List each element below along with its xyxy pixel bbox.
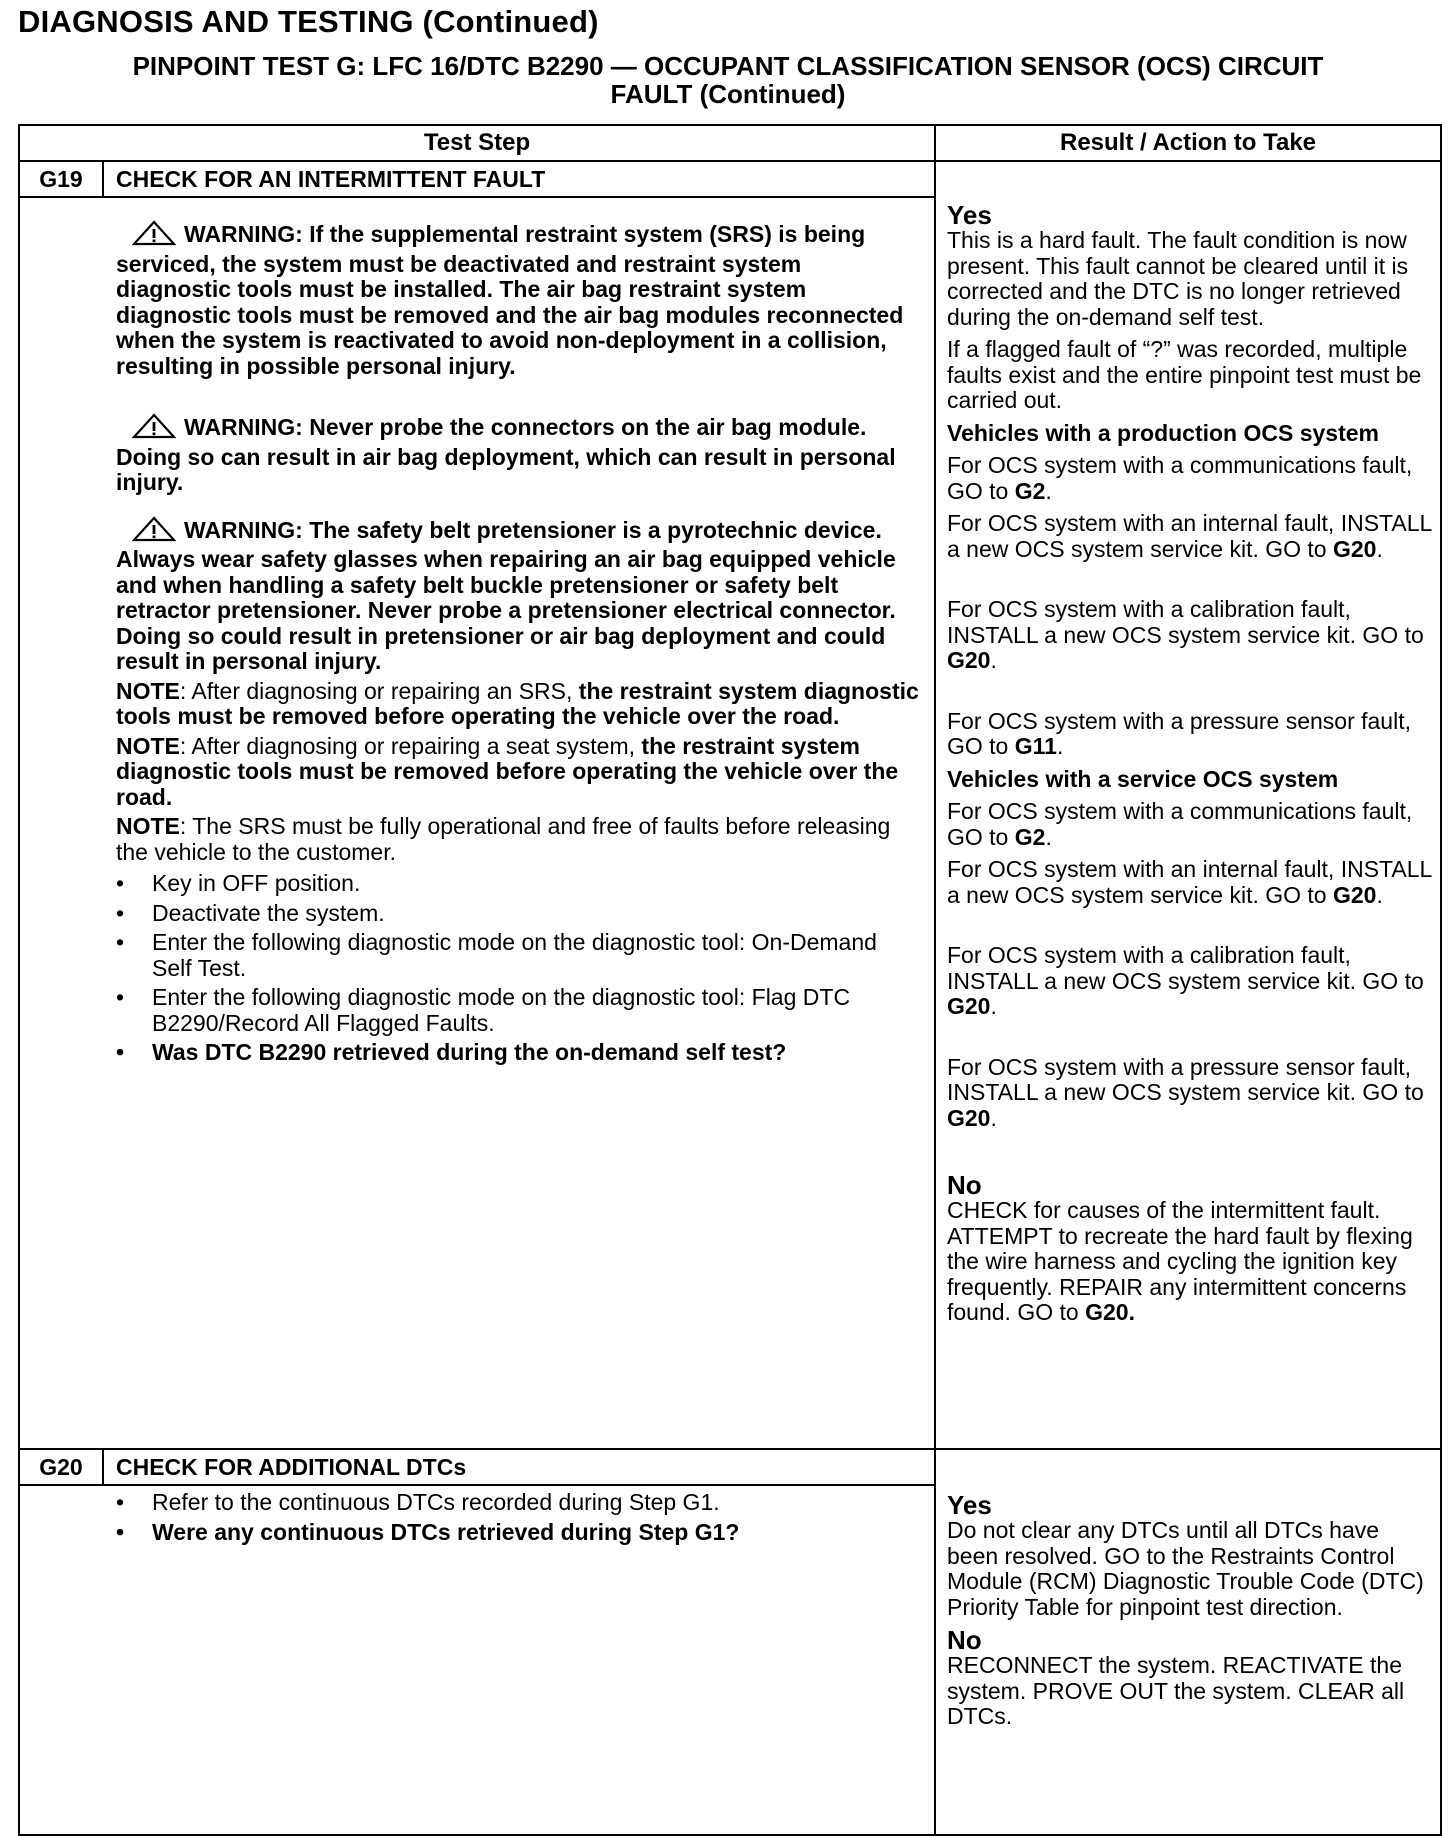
result-yes-label: Yes xyxy=(947,200,992,230)
g20-step-list xyxy=(116,1490,922,1545)
list-item xyxy=(116,985,922,1036)
go-link-g11[interactable]: G11 xyxy=(1014,733,1057,759)
step-title-g19: CHECK FOR AN INTERMITTENT FAULT xyxy=(103,161,935,197)
note-srs xyxy=(116,679,922,730)
result-g20 xyxy=(935,1449,1441,1835)
result-no-text: RECONNECT the system. REACTIVATE the system. PROVE OUT the system. CLEAR all DTCs. xyxy=(947,1652,1405,1729)
list-item xyxy=(116,871,922,897)
production-internal-fault: For OCS system with an internal fault, INSTALL a new OCS system service kit. GO to G20. xyxy=(947,510,1432,562)
warning-probe-text: WARNING: Never probe the connectors on the air bag module. Doing so can result in air bag deployment, which can result in personal injury. xyxy=(116,414,896,495)
note-operational-plain: : The SRS must be fully operational and free of faults before releasing the vehicle to the customer. xyxy=(116,813,891,865)
table-header-row xyxy=(19,125,1441,161)
bullet: • xyxy=(116,870,125,896)
step-text: Deactivate the system. xyxy=(152,899,385,926)
service-internal-text: For OCS system with an internal fault, INSTALL a new OCS system service kit. GO to xyxy=(947,856,1432,908)
go-link-g20[interactable]: G20 xyxy=(947,1104,991,1131)
result-yes-text: Do not clear any DTCs until all DTCs have been resolved. GO to the Restraints Control Module (RCM) Diagnostic Trouble Code (DTC) Priority Table for pinpoint test direction. xyxy=(947,1517,1424,1620)
g19-step-list xyxy=(116,871,922,1066)
col-header-result: Result / Action to Take xyxy=(935,125,1441,161)
warning-srs-text: WARNING: If the supplemental restraint system (SRS) is being serviced, the system must be deactivated and restraint system diagnostic tools must be installed. The air bag restraint system diagnostic tools must be removed and the air bag modules reconnected when the system is reactivated to avoid non-deployment in a collision, resulting in possible personal injury. xyxy=(116,221,904,379)
step-id-g20: G20 xyxy=(19,1449,103,1485)
production-comm-fault: For OCS system with a communications fault, GO to G2. xyxy=(947,452,1413,504)
result-yes-label: Yes xyxy=(947,1490,992,1520)
service-calibration-fault: For OCS system with a calibration fault, INSTALL a new OCS system service kit. GO to G20. xyxy=(947,942,1424,1019)
result-g19 xyxy=(935,161,1441,1449)
list-item xyxy=(116,1040,922,1066)
step-text: Enter the following diagnostic mode on the diagnostic tool: Flag DTC B2290/Record All Flagged Faults. xyxy=(152,984,851,1036)
step-body-g20 xyxy=(19,1485,935,1835)
production-calibration-text: For OCS system with a calibration fault, INSTALL a new OCS system service kit. GO to xyxy=(947,596,1424,648)
step-g19-title-row xyxy=(19,161,1441,197)
note-seat xyxy=(116,734,922,811)
production-internal-text: For OCS system with an internal fault, INSTALL a new OCS system service kit. GO to xyxy=(947,510,1432,562)
note-srs-plain: : After diagnosing or repairing an SRS, xyxy=(179,677,579,704)
result-yes-text-2: If a flagged fault of “?” was recorded, multiple faults exist and the entire pinpoint test must be carried out. xyxy=(947,336,1422,413)
subtitle-line-2: FAULT (Continued) xyxy=(610,79,846,109)
step-body-g19 xyxy=(19,197,935,1449)
note-seat-plain: : After diagnosing or repairing a seat system, xyxy=(179,732,642,759)
note-label: NOTE xyxy=(116,732,180,759)
service-pressure-text: For OCS system with a pressure sensor fault, INSTALL a new OCS system service kit. GO to xyxy=(947,1053,1424,1105)
col-header-test-step: Test Step xyxy=(19,125,935,161)
production-comm-text: For OCS system with a communications fault, GO to xyxy=(947,452,1413,504)
note-operational xyxy=(116,814,922,865)
bullet: • xyxy=(116,929,125,955)
bullet: • xyxy=(116,899,125,926)
note-srs-bold: the restraint system diagnostic tools must be removed before operating the vehicle over the road. xyxy=(116,677,919,729)
step-title-g20: CHECK FOR ADDITIONAL DTCs xyxy=(103,1449,935,1485)
bullet: • xyxy=(116,1039,125,1065)
service-comm-fault: For OCS system with a communications fault, GO to G2. xyxy=(947,798,1413,850)
step-text: Key in OFF position. xyxy=(152,870,361,896)
service-pressure-fault: For OCS system with a pressure sensor fault, INSTALL a new OCS system service kit. GO to G20. xyxy=(947,1053,1424,1131)
service-internal-fault: For OCS system with an internal fault, INSTALL a new OCS system service kit. GO to G20. xyxy=(947,856,1432,908)
go-link-g20[interactable]: G20 xyxy=(1333,535,1377,562)
warning-triangle-icon xyxy=(132,220,176,252)
note-label: NOTE xyxy=(116,677,180,704)
pinpoint-test-title xyxy=(0,52,1456,108)
bullet: • xyxy=(116,984,125,1010)
production-ocs-heading: Vehicles with a production OCS system xyxy=(947,419,1380,446)
go-link-g20[interactable]: G20 xyxy=(947,993,991,1019)
service-calibration-text: For OCS system with a calibration fault, INSTALL a new OCS system service kit. GO to xyxy=(947,942,1424,994)
warning-pretensioner xyxy=(116,516,922,675)
step-question: Was DTC B2290 retrieved during the on-demand self test? xyxy=(152,1039,787,1065)
result-no-label: No xyxy=(947,1170,982,1200)
go-link-g20[interactable]: G20 xyxy=(1085,1299,1129,1325)
warning-triangle-icon xyxy=(132,413,176,445)
list-item xyxy=(116,901,922,927)
production-calibration-fault: For OCS system with a calibration fault, INSTALL a new OCS system service kit. GO to G20. xyxy=(947,596,1424,673)
result-no-label: No xyxy=(947,1625,982,1655)
step-id-g19: G19 xyxy=(19,161,103,197)
note-label: NOTE xyxy=(116,813,180,839)
list-item xyxy=(116,1520,922,1546)
bullet: • xyxy=(116,1518,125,1545)
pinpoint-test-table xyxy=(18,124,1442,1836)
warning-triangle-icon xyxy=(132,516,176,548)
list-item xyxy=(116,930,922,981)
list-item xyxy=(116,1490,922,1516)
production-pressure-text: For OCS system with a pressure sensor fault, GO to xyxy=(947,707,1411,759)
step-question: Were any continuous DTCs retrieved during Step G1? xyxy=(152,1518,740,1545)
go-link-g20[interactable]: G20 xyxy=(1333,881,1377,908)
result-no-text: CHECK for causes of the intermittent fault. ATTEMPT to recreate the hard fault by flexing the wire harness and cycling the ignition key frequently. REPAIR any intermittent concerns found. GO to G20. xyxy=(947,1197,1413,1325)
warning-srs xyxy=(116,220,922,379)
step-text: Refer to the continuous DTCs recorded during Step G1. xyxy=(152,1489,720,1515)
note-seat-bold: the restraint system diagnostic tools must be removed before operating the vehicle over the road. xyxy=(116,732,899,810)
go-link-g2[interactable]: G2 xyxy=(1014,823,1046,850)
step-text: Enter the following diagnostic mode on the diagnostic tool: On-Demand Self Test. xyxy=(152,929,877,981)
production-pressure-fault: For OCS system with a pressure sensor fault, GO to G11. xyxy=(947,707,1411,759)
step-g20-title-row xyxy=(19,1449,1441,1485)
result-no-body: CHECK for causes of the intermittent fault. ATTEMPT to recreate the hard fault by flexing the wire harness and cycling the ignition key frequently. REPAIR any intermittent concerns found. GO to xyxy=(947,1197,1413,1325)
page-title: DIAGNOSIS AND TESTING (Continued) xyxy=(18,4,599,39)
warning-probe xyxy=(116,413,922,496)
subtitle-line-1: PINPOINT TEST G: LFC 16/DTC B2290 — OCCUPANT CLASSIFICATION SENSOR (OCS) CIRCUIT xyxy=(132,51,1324,81)
go-link-g2[interactable]: G2 xyxy=(1014,477,1046,504)
go-link-g20[interactable]: G20 xyxy=(947,647,991,673)
service-comm-text: For OCS system with a communications fault, GO to xyxy=(947,798,1413,850)
warning-pretensioner-text: WARNING: The safety belt pretensioner is a pyrotechnic device. Always wear safety glasses when repairing an air bag equipped vehicle and when handling a safety belt buckle pretensioner or safety belt retractor pretensioner. Never probe a pretensioner electrical connector. Doing so could result in pretensioner or air bag deployment and could result in personal injury. xyxy=(116,516,896,674)
result-yes-text: This is a hard fault. The fault condition is now present. This fault cannot be cleared until it is corrected and the DTC is no longer retrieved during the on-demand self test. xyxy=(947,227,1409,330)
service-ocs-heading: Vehicles with a service OCS system xyxy=(947,765,1339,792)
bullet: • xyxy=(116,1489,125,1515)
